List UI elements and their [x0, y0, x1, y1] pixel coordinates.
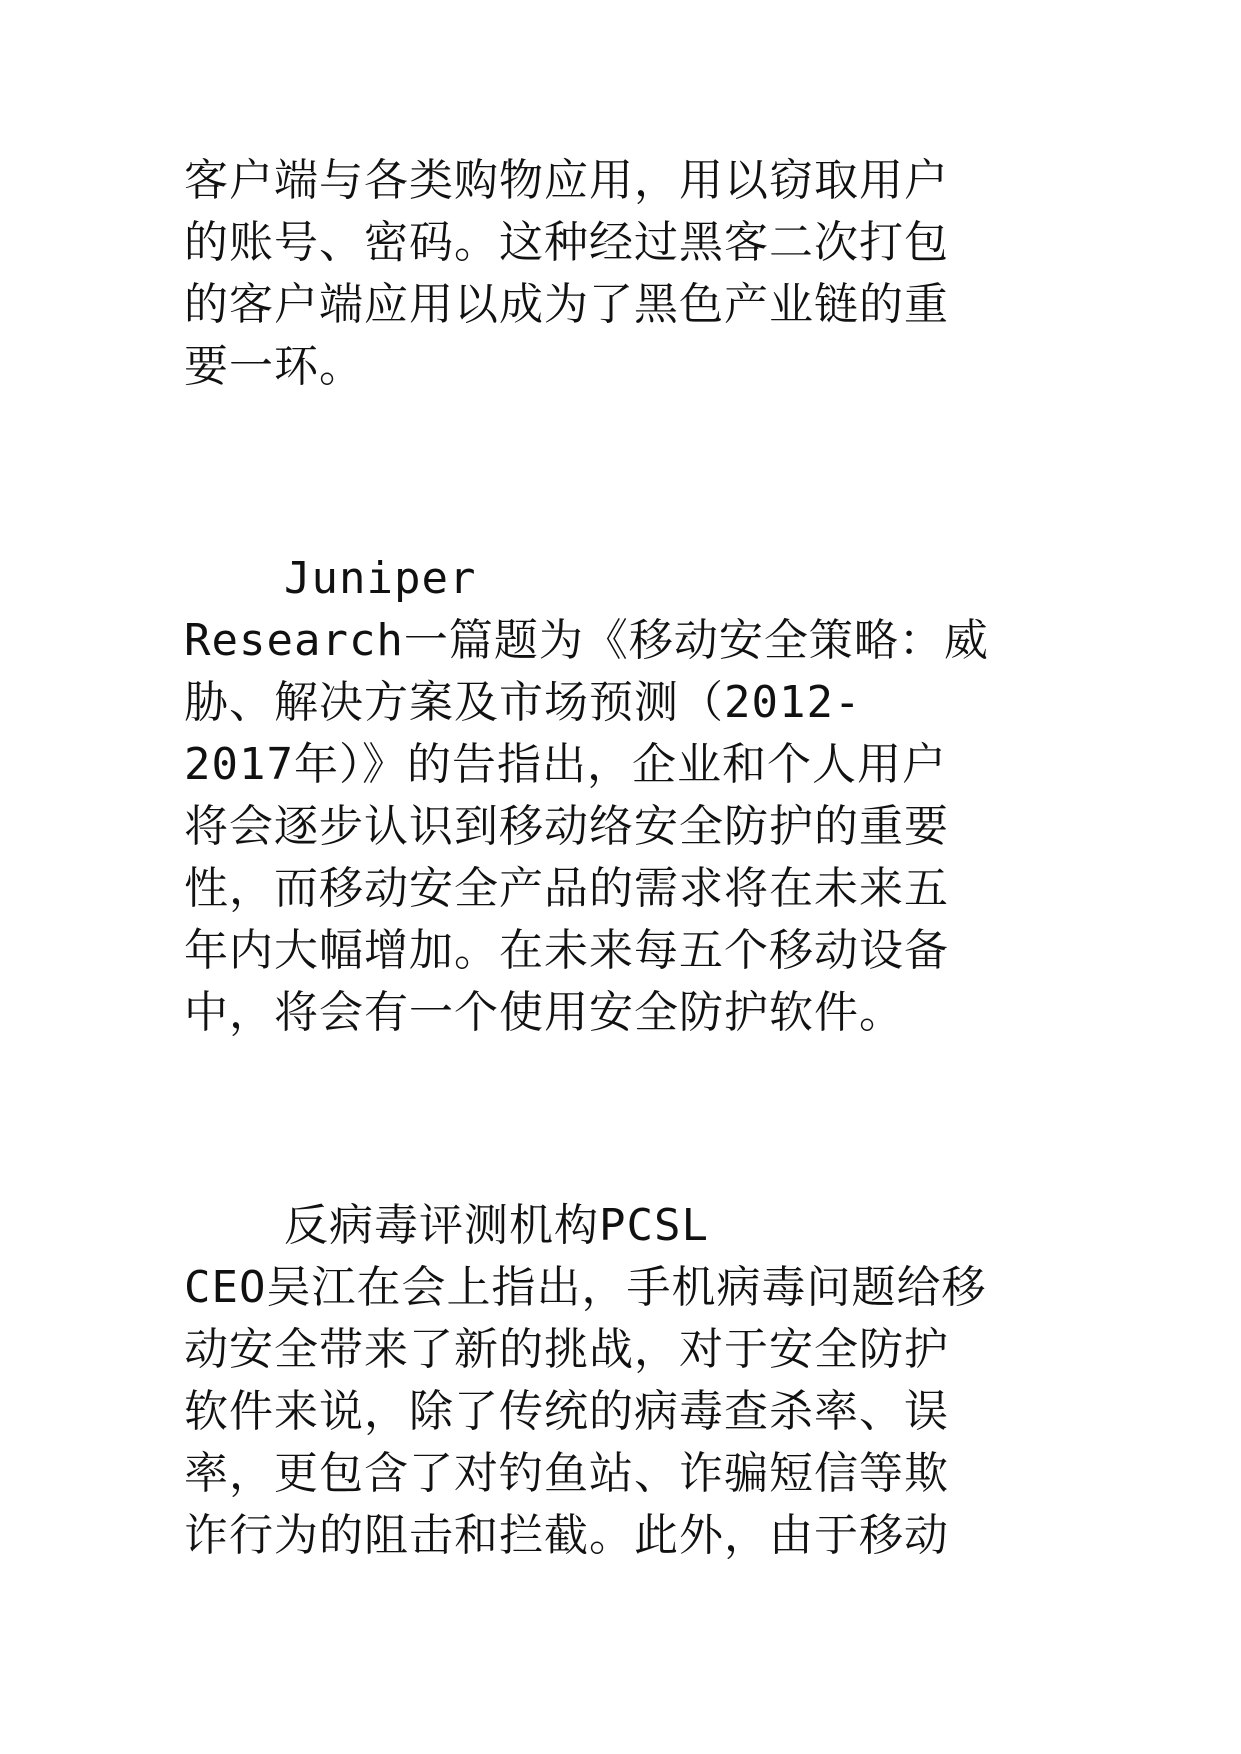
paragraph-line: 将会逐步认识到移动络安全防护的重要 — [184, 801, 949, 852]
paragraph-line: 的账号、密码。这种经过黑客二次打包 — [184, 217, 949, 268]
paragraph-line: Research一篇题为《移动安全策略：威 — [184, 615, 989, 666]
paragraph-line: 动安全带来了新的挑战，对于安全防护 — [184, 1324, 949, 1375]
paragraph-line: 2017年）》的告指出，企业和个人用户 — [184, 739, 947, 790]
paragraph-line: 率，更包含了对钓鱼站、诈骗短信等欺 — [184, 1448, 949, 1499]
paragraph-line: CEO吴江在会上指出，手机病毒问题给移 — [184, 1262, 987, 1313]
paragraph-line: 客户端与各类购物应用，用以窃取用户 — [184, 155, 949, 206]
paragraph-line: 中，将会有一个使用安全防护软件。 — [184, 987, 904, 1038]
paragraph-line: 胁、解决方案及市场预测（2012- — [184, 677, 862, 728]
paragraph-line: Juniper — [284, 553, 477, 604]
paragraph-line: 性，而移动安全产品的需求将在未来五 — [184, 863, 949, 914]
paragraph-line: 年内大幅增加。在未来每五个移动设备 — [184, 925, 949, 976]
paragraph-line: 反病毒评测机构PCSL — [284, 1200, 709, 1251]
paragraph-line: 软件来说，除了传统的病毒查杀率、误 — [184, 1386, 949, 1437]
paragraph-line: 诈行为的阻击和拦截。此外，由于移动 — [184, 1510, 949, 1561]
paragraph-line: 的客户端应用以成为了黑色产业链的重 — [184, 279, 949, 330]
paragraph-line: 要一环。 — [184, 341, 364, 392]
